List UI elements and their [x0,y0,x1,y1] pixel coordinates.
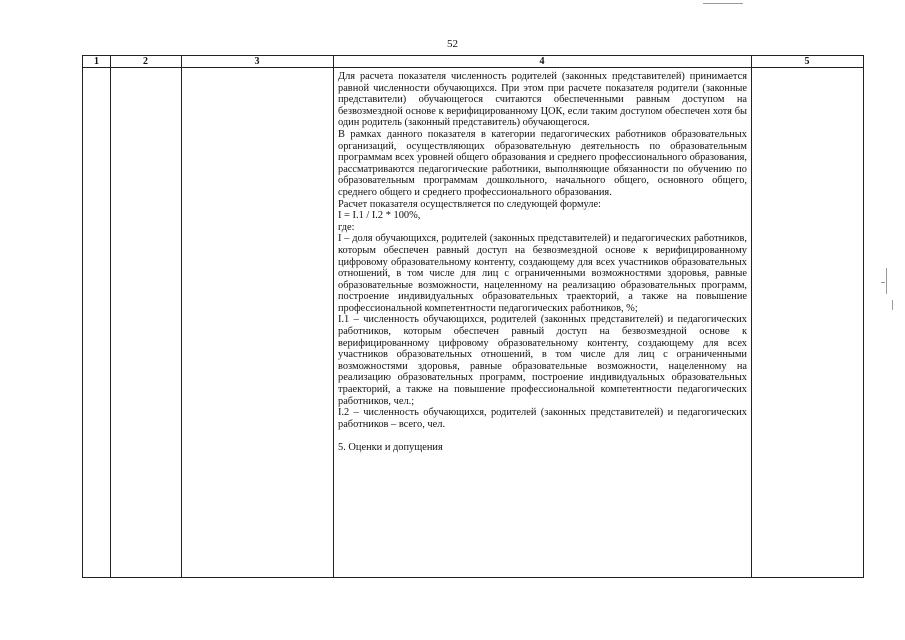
column-header-5: 5 [804,56,810,67]
definition-i: I – доля обучающихся, родителей (законных представителей) и педагогических работников, которым обеспечен равный доступ на безвозмездной основе к верифицированному цифровому образовательному контенту, создающему для всех участников образовательных отношений, в том числе для лиц с ограниченными возможностями здоровья, равные образовательные возможности, нацеленному на реализацию образовательных программ, построение индивидуальных образовательных траекторий, а также на повышение профессиональной компетентности педагогических работников, %; [338,233,747,314]
paragraph-formula-intro: Расчет показателя осуществляется по следующей формуле: [338,198,601,210]
scan-artifact-right-2 [892,300,893,310]
column-header-3: 3 [254,56,260,67]
cell-4-content [338,71,747,454]
column-divider-4 [751,56,752,577]
page-number: 52 [447,38,458,50]
paragraph-parent-count: Для расчета показателя численность родителей (законных представителей) принимается равной численности обучающихся. При этом при расчете показателя родители (законные представители) обучающегося считаются обеспеченными равным доступом на безвозмездной основе к верифицированному ЦОК, если таким доступом обеспечен хотя бы один родитель (законный представитель) обучающегося. [338,71,747,129]
paragraph-where: где: [338,221,355,233]
formula: I = I.1 / I.2 * 100%, [338,210,421,222]
column-divider-3 [333,56,334,577]
column-header-2: 2 [143,56,148,67]
definition-i1: I.1 – численность обучающихся, родителей (законных представителей) и педагогических работников, которым обеспечен равный доступ на безвозмездной основе к верифицированному цифровому образовательному контенту, создающему для всех участников образовательных отношений, в том числе для лиц с ограниченными возможностями здоровья, равные образовательные возможности, нацеленному на реализацию образовательных программ, построение индивидуальных образовательных траекторий, а также на повышение профессиональной компетентности педагогических работников, чел.; [338,314,747,407]
definition-i2: I.2 – численность обучающихся, родителей (законных представителей) и педагогических работников – всего, чел. [338,407,747,430]
column-header-4: 4 [539,56,545,67]
blank-line [338,430,747,442]
column-divider-2 [181,56,182,577]
scan-artifact-right-1 [886,268,887,294]
header-divider [83,67,863,68]
section-heading: 5. Оценки и допущения [338,442,443,453]
paragraph-teacher-category: В рамках данного показателя в категории педагогических работников образовательных организаций, осуществляющих образовательную деятельность по образовательным программам всех уровней общего образования и среднего профессионального образования, рассматриваются педагогические работники, выполняющие обязанности по обучению по образовательным программам дошкольного, начального общего, основного общего, среднего общего и среднего профессионального образования. [338,128,747,198]
column-divider-1 [110,56,111,577]
document-table [82,55,864,578]
column-header-1: 1 [94,56,99,67]
scan-artifact-top [703,3,743,4]
scan-artifact-right-3 [881,282,885,283]
